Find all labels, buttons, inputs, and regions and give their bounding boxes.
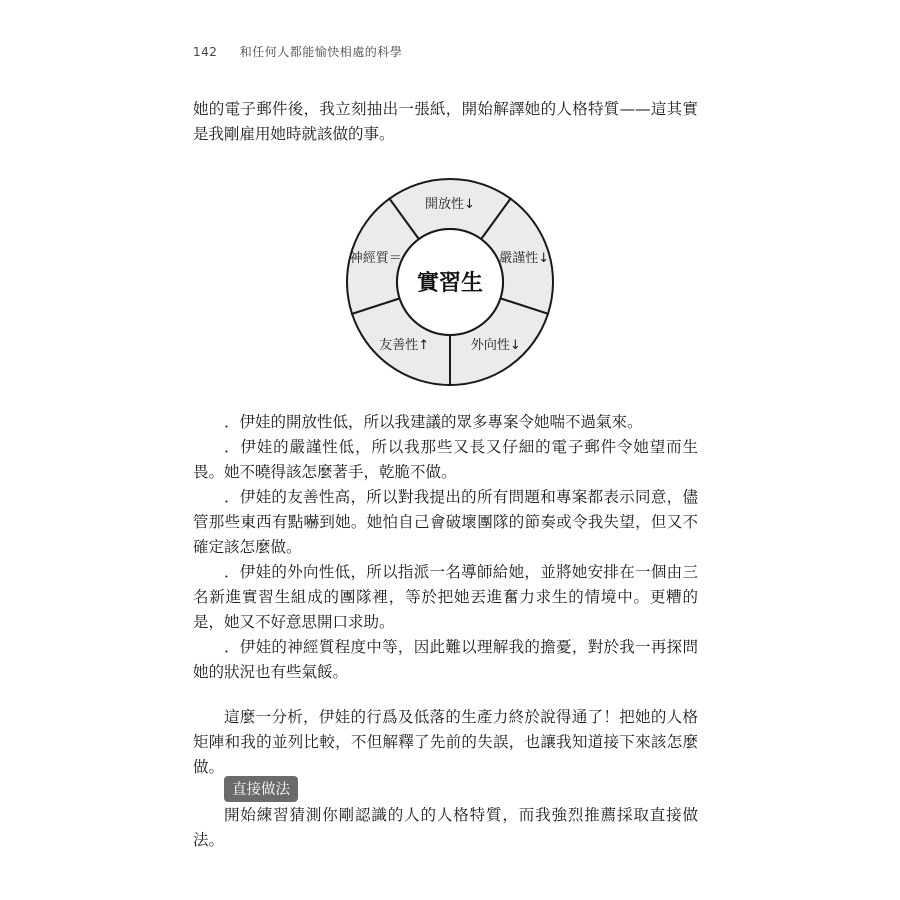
bullet-neuroticism: ．伊娃的神經質程度中等，因此難以理解我的擔憂，對於我一再探問她的狀況也有些氣餒。 [193,638,698,681]
intro-paragraph: 她的電子郵件後，我立刻抽出一張紙，開始解譯她的人格特質——這其實是我剛雇用她時就該做的事。 [193,100,698,143]
section-paragraph: 開始練習猜測你剛認識的人的人格特質，而我強烈推薦採取直接做法。 [193,806,698,849]
running-head [193,43,402,60]
analysis-paragraph: 這麼一分析，伊娃的行爲及低落的生產力終於說得通了！把她的人格矩陣和我的並列比較，不但解釋了先前的失誤，也讓我知道接下來該怎麼做。 [193,708,698,776]
segment-label-neuroticism: 神經質＝ [349,250,402,266]
bullet-conscientiousness: ．伊娃的嚴謹性低，所以我那些又長又仔細的電子郵件令她望而生畏。她不曉得該怎麼著手，乾脆不做。 [193,438,698,481]
segment-label-conscientiousness: 嚴謹性↓ [499,250,550,266]
personality-matrix-diagram [340,172,560,392]
bullet-extroversion: ．伊娃的外向性低，所以指派一名導師給她，並將她安排在一個由三名新進實習生組成的團隊裡，等於把她丟進奮力求生的情境中。更糟的是，她又不好意思開口求助。 [193,563,698,631]
page-number: 142 [193,45,218,59]
segment-label-agreeableness: 友善性↑ [379,338,430,354]
section-tag: 直接做法 [224,776,298,802]
bullet-openness: ．伊娃的開放性低，所以我建議的眾多專案令她喘不過氣來。 [224,413,643,431]
segment-label-extroversion: 外向性↓ [470,338,521,354]
book-title: 和任何人都能愉快相處的科學 [239,45,403,59]
center-label: 實習生 [416,271,484,296]
trait-bullet-list [193,410,698,685]
bullet-agreeableness: ．伊娃的友善性高，所以對我提出的所有問題和專案都表示同意，儘管那些東西有點嚇到她。她怕自己會破壞團隊的節奏或令我失望，但又不確定該怎麼做。 [193,488,698,556]
segment-label-openness: 開放性↓ [425,197,475,212]
